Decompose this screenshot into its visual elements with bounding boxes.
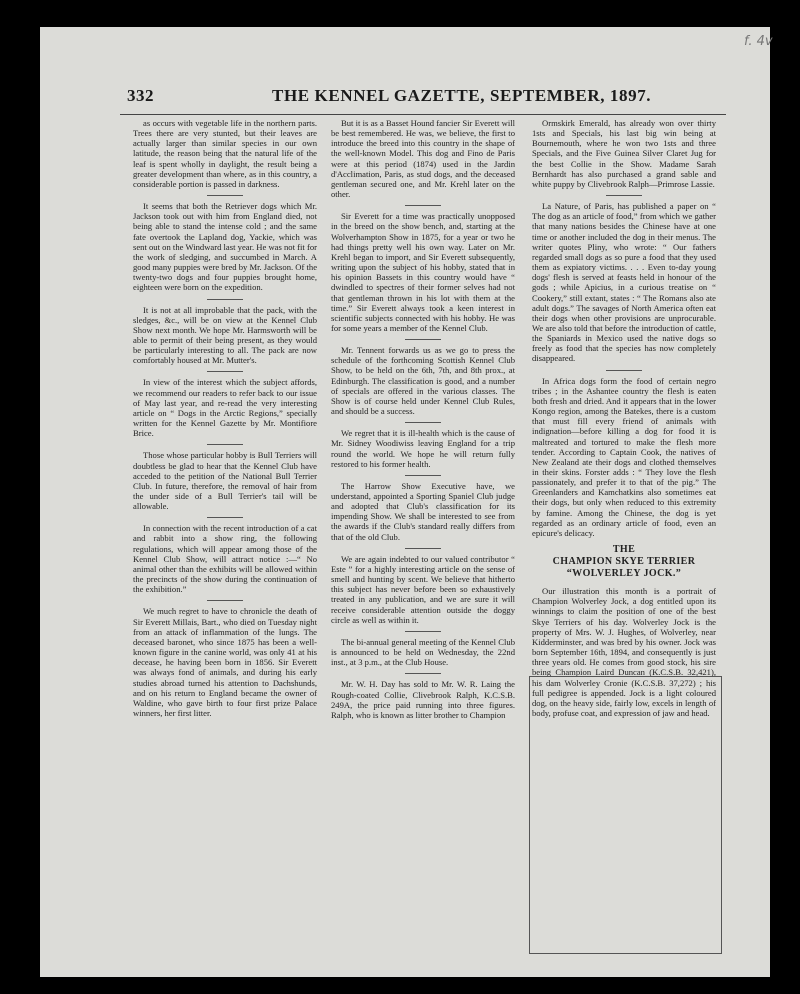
paragraph: Mr. Tennent forwards us as we go to press the schedule of the forthcoming Scottish Kennel Club Show, to be held on the 6th, 7th, and 8th prox., at Edinburgh. The classification is good, and a number of specials are offered in the various classes. The Show is of course held under Kennel Club Rules, and should be a success. (331, 345, 515, 417)
paragraph: We much regret to have to chronicle the death of Sir Everett Millais, Bart., who died on Tuesday night from an attack of inflammation of the lungs. The deceased baronet, who since 1875 has been a well-known figure in the canine world, was only 41 at his decease, he having been born in 1856. Sir Everett was always fond of animals, and during his early studies abroad turned his attention to Dachshunds, and on his return to England became the owner of Waldine, who gave birth to four first prize Palace winners, her first litter. (133, 606, 317, 718)
separator (405, 339, 441, 340)
paragraph: In view of the interest which the subject affords, we recommend our readers to refer back to our issue of May last year, and re-read the very interesting article on “ Dogs in the Arctic Regions,” specially written for the Kennel Gazette by Mr. Montifiore Brice. (133, 377, 317, 439)
article-heading (532, 544, 716, 580)
paragraph: We are again indebted to our valued contributor “ Este ” for a highly interesting article on the sense of smell and hunting by scent. We believe that hitherto this subject has never before been so exhaustively treated in any publication, and we are sure it will receive considerable attention outside the doggy circle as well as within it. (331, 553, 515, 625)
heading-line-3: “WOLVERLEY JOCK.” (566, 568, 682, 580)
paragraph: as occurs with vegetable life in the northern parts. Trees there are very stunted, but their leaves are actually larger than similar species in our own latitude, the reason being that the natural life of the leaf is spent wholly in daylight, the result being a greater development than where, as in this country, a considerable portion is passed in darkness. (133, 118, 317, 189)
separator (606, 195, 642, 196)
separator (207, 517, 243, 518)
paragraph: La Nature, of Paris, has published a paper on “ The dog as an article of food,” from which we gather that many nations besides the Chinese have at one time or another included the dog in their menus. The writer quotes Pliny, who wrote: “ Our fathers regarded small dogs as so pure a food that they used them as expiatory victims. . . . Even to-day young dogs' flesh is served at feasts held in honour of the gods ; while Apicius, in a curious treatise on “ Cookery,” still extant, states : “ The Romans also ate adult dogs.” The savages of North America often eat their dogs when other provisions are unprocurable. We are also told that before the introduction of cattle, the Spaniards in Mexico used the native dogs so freely as food that the species has now completely disappeared. (532, 201, 716, 364)
paragraph: Sir Everett for a time was practically unopposed in the breed on the show bench, and, starting at the Wolverhampton Show in 1875, for a year or two he had things pretty well his own way. Later on Mr. Krehl began to import, and Sir Everett subsequently, writing upon the subject of his hobby, stated that in his opinion Bassets in this country would have “ dwindled to spectres of their former selves had not that gentleman thrown in his lot with them at the time.” Sir Everett always took a keen interest in scientific subjects connected with his hobby. He was for some years a member of the Kennel Club. (331, 211, 515, 333)
separator (207, 444, 243, 445)
paragraph: It is not at all improbable that the pack, with the sledges, &c., will be on view at the Kennel Club Show next month. We hope Mr. Harmsworth will be able to permit of their being present, as they would be particularly interesting to all. The pack are now comfortably housed at Mr. Mutter's. (133, 304, 317, 366)
article-frame-border (529, 676, 722, 954)
paragraph: Those whose particular hobby is Bull Terriers will doubtless be glad to hear that the Kennel Club have acceded to the petition of the National Bull Terrier Club. In future, therefore, the removal of hair from the under side of a Bull Terrier's tail will be allowable. (133, 450, 317, 512)
page-header (127, 86, 723, 106)
separator (207, 299, 243, 300)
separator (405, 475, 441, 476)
paragraph: In Africa dogs form the food of certain negro tribes ; in the Ashantee country the flesh is eaten both fresh and dried. And it appears that in the lower Kongo region, among the Batekes, there is a custom that must fill every friend of animals with indignation—before killing a dog for food it is maltreated and tortured to make the flesh more tender. According to Captain Cook, the natives of New Zealand ate their dogs and clothed themselves in their skins. Forster adds : “ They love the flesh passionately, and prefer it to that of the pig.” The Greenlanders and Kamchatkins also sometimes eat their dogs, but only when reduced to this extremity by famine. Among the Chinese, the dog is yet regarded as an ordinary article of food, even an epicure's delicacy. (532, 375, 716, 538)
paragraph: It seems that both the Retriever dogs which Mr. Jackson took out with him from England died, not being able to stand the intense cold ; and the same fate overtook the Lapland dog, Yackie, which was sent out on the Windward last year. He was not fit for the work of sledging, and succumbed in March. A good many puppies were bred by Mr. Jackson. Of the twenty-two dogs and four puppies brought home, eighteen were born on the expedition. (133, 201, 318, 293)
paragraph: We regret that it is ill-health which is the cause of Mr. Sidney Woodiwiss leaving England for a trip round the world. We hope he will return fully restored to his former health. (331, 428, 515, 469)
separator (405, 631, 441, 632)
separator (207, 600, 243, 601)
column-1 (133, 118, 317, 724)
separator (405, 205, 441, 206)
page-number: 332 (127, 86, 154, 105)
heading-line-1: THE (612, 544, 636, 556)
page-title: THE KENNEL GAZETTE, SEPTEMBER, 1897. (272, 86, 652, 105)
paragraph: Our illustration this month is a portrait of Champion Wolverley Jock, a dog entitled upon its winnings to claim the position of one of the best Skye Terriers of his day. Wolverley Jock is the property of Mrs. W. J. Hughes, of Wolverley, near Kidderminster, and was bred by his owner. Jock was born September 16th, 1894, and consequently is just three years old. He comes from good stock, his sire being Champion Laird Duncan (K.C.S.B. 32,421), his dam Wolverley Cronie (K.C.S.B. 37,272) ; his full pedigree is appended. Jock is a light coloured dog, on the heavy side, fairly low, excels in length of body, profuse coat, and expression of jaw and head. (532, 586, 716, 718)
paragraph: The Harrow Show Executive have, we understand, appointed a Sporting Spaniel Club judge and adopted that Club's classification for its impending Show. We shall be interested to see from the awards if the Club's standard really differs from that of the old Club. (331, 480, 515, 542)
paragraph: In connection with the recent introduction of a cat and rabbit into a show ring, the following regulations, which will appear among those of the Kennel Club Show, will attract notice :—“ No animal other than the exhibits will be allowed within the precincts of the show during the continuation of the exhibition.” (133, 523, 317, 595)
paragraph: The bi-annual general meeting of the Kennel Club is announced to be held on Wednesday, the 22nd inst., at 3 p.m., at the Club House. (331, 636, 515, 668)
separator (207, 195, 243, 196)
separator (207, 371, 243, 372)
paragraph: Mr. W. H. Day has sold to Mr. W. R. Laing the Rough-coated Collie, Clivebrook Ralph, K.C.S.B. 249A, the price paid running into three figures. Ralph, who is known as litter brother to Champion (331, 679, 515, 720)
heading-line-2: CHAMPION SKYE TERRIER (552, 556, 696, 568)
paragraph: But it is as a Basset Hound fancier Sir Everett will be best remembered. He was, we believe, the first to introduce the breed into this country in the shape of the well-known Model. This dog and Fino de Paris were at this period (1874) used in the Jardin d'Acclimation, Paris, as stud dogs, and the deceased gentleman secured one, and Mr. Krehl later on the other. (331, 118, 515, 200)
pencil-folio-mark: f. 4v (744, 34, 773, 49)
separator (405, 673, 441, 674)
column-2 (331, 118, 515, 726)
column-3 (532, 118, 716, 724)
separator (606, 370, 642, 371)
paragraph: Ormskirk Emerald, has already won over thirty 1sts and Specials, his last big win being at Bournemouth, where he won two 1sts and three Specials, and the Five Guinea Silver Claret Jug for the best Collie in the Show. Madame Sarah Bernhardt has also purchased a grand sable and white puppy by Clivebrook Ralph—Primrose Lassie. (532, 118, 716, 189)
separator (405, 422, 441, 423)
separator (405, 548, 441, 549)
header-rule (120, 114, 726, 115)
